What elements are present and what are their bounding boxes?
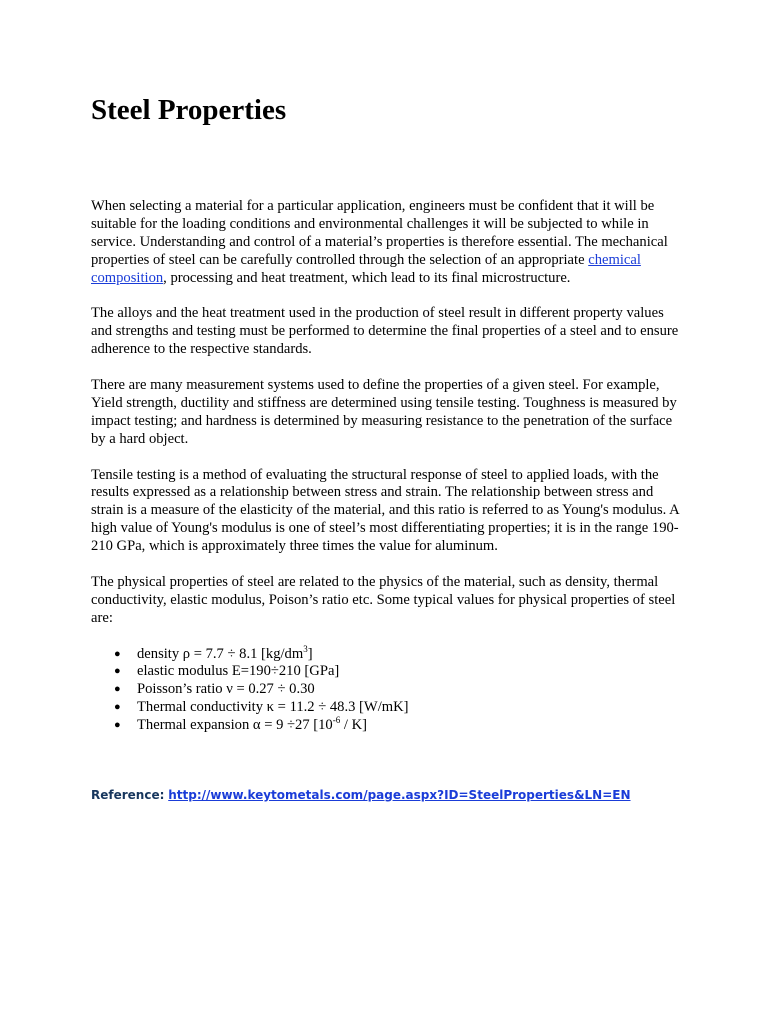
bullet-icon: ●: [114, 647, 121, 660]
page-title: Steel Properties: [91, 94, 287, 126]
reference-link[interactable]: http://www.keytometals.com/page.aspx?ID=SteelProperties&LN=EN: [168, 788, 631, 802]
list-item-elastic-modulus: ● elastic modulus E=190÷210 [GPa]: [114, 663, 340, 680]
reference-label: Reference:: [91, 788, 165, 802]
list-item-density: ● density ρ = 7.7 ÷ 8.1 $[kg/dm^3]$: [114, 643, 313, 662]
list-item-thermal-conductivity: ● Thermal conductivity κ = 11.2 ÷ 48.3 [W/mK]: [114, 699, 409, 716]
chemical-composition-link[interactable]: chemical composition: [91, 251, 641, 286]
list-item-thermal-expansion: ● Thermal expansion α = 9 ÷27 $[10^{-6} / K]$: [114, 715, 367, 734]
paragraph-alloys: The alloys and the heat treatment used in the production of steel result in different property values and strengths and testing must be performed to determine the final properties of a steel and to ensure adherence to the respective standards.: [91, 305, 679, 358]
paragraph-intro: [91, 198, 681, 288]
bullet-icon: ●: [114, 665, 121, 678]
paragraph-intro-text: When selecting a material for a particular application, engineers must be confident that it will be suitable for the loading conditions and environmental challenges it will be subjected to while in service. Understanding and control of a material’s properties is therefore essential. The mechanical properties of steel can be carefully controlled through the selection of an appropriate: [91, 198, 668, 268]
list-item-poisson-ratio: ● Poisson’s ratio ν = 0.27 ÷ 0.30: [114, 681, 315, 698]
paragraph-tensile: Tensile testing is a method of evaluating the structural response of steel to applied loads, with the results expressed as a relationship between stress and strain. The relationship between stress and strain is a measure of the elasticity of the material, and this ratio is referred to as Young's modulus. A high value of Young's modulus is one of steel’s most differentiating properties; it is in the range 190-210 GPa, which is approximately three times the value for aluminum.: [91, 466, 679, 555]
bullet-icon: ●: [114, 683, 121, 696]
bullet-icon: ●: [114, 719, 121, 732]
document-body: [91, 198, 681, 735]
paragraph-intro-text-end: , processing and heat treatment, which lead to its final microstructure.: [163, 269, 571, 286]
properties-list: [91, 643, 681, 736]
paragraph-physical: The physical properties of steel are related to the physics of the material, such as density, thermal conductivity, elastic modulus, Poison’s ratio etc. Some typical values for physical properties of steel are:: [91, 573, 676, 626]
paragraph-measurement: There are many measurement systems used to define the properties of a given steel. For example, Yield strength, ductility and stiffness are determined using tensile testing. Toughness is measured by impact testing; and hardness is determined by measuring resistance to the penetration of the surface by a hard object.: [91, 377, 677, 447]
bullet-icon: ●: [114, 701, 121, 714]
reference-line: [91, 787, 631, 804]
